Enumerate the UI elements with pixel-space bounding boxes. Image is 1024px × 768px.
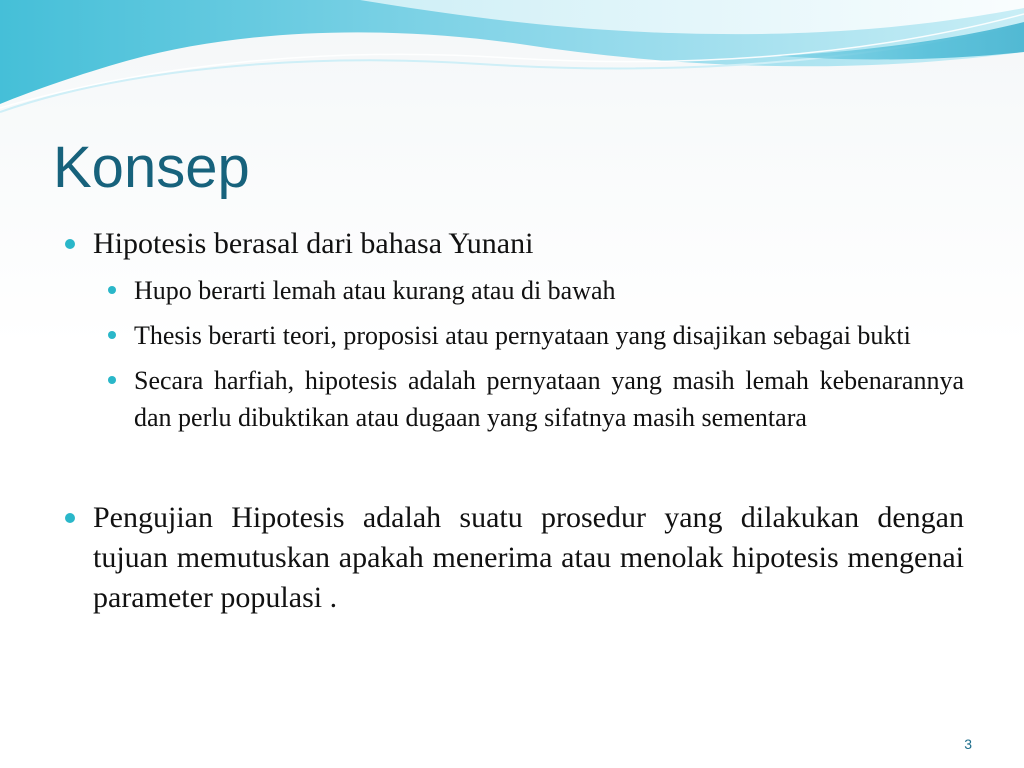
sub-bullet-item xyxy=(62,317,964,354)
bullet-item xyxy=(62,498,964,618)
slide-body xyxy=(62,224,964,618)
sub-bullet-dot-icon xyxy=(108,331,116,339)
bullet-text: Hipotesis berasal dari bahasa Yunani xyxy=(93,227,534,260)
bullet-item xyxy=(62,224,964,264)
sub-bullet-text: Secara harfiah, hipotesis adalah pernyataan yang masih lemah kebenarannya dan perlu dibuktikan atau dugaan yang sifatnya masih sementara xyxy=(134,366,964,432)
header-wave-decoration xyxy=(0,0,1024,130)
bullet-dot-icon xyxy=(65,239,75,249)
sub-bullet-dot-icon xyxy=(108,376,116,384)
sub-bullet-text: Thesis berarti teori, proposisi atau pernyataan yang disajikan sebagai bukti xyxy=(134,321,911,350)
bullet-text: Pengujian Hipotesis adalah suatu prosedur yang dilakukan dengan tujuan memutuskan apakah menerima atau menolak hipotesis mengenai parameter populasi . xyxy=(93,501,964,614)
page-number: 3 xyxy=(964,736,972,752)
sub-bullet-text: Hupo berarti lemah atau kurang atau di bawah xyxy=(134,276,616,305)
slide-title: Konsep xyxy=(53,135,250,200)
sub-bullet-item xyxy=(62,272,964,309)
bullet-dot-icon xyxy=(65,513,75,523)
sub-bullet-item xyxy=(62,362,964,436)
sub-bullet-dot-icon xyxy=(108,286,116,294)
